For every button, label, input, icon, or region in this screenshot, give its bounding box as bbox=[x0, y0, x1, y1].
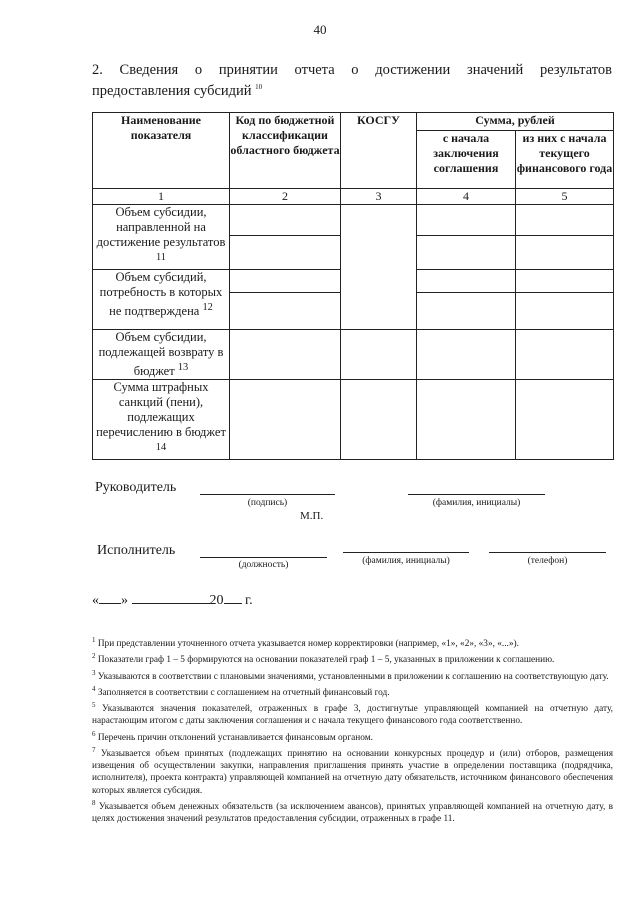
footnote: $^4$ Заполняется в соответствии с соглашением на отчетный финансовый год. bbox=[92, 684, 390, 698]
column-number-4: 4 bbox=[417, 189, 516, 205]
header-sum-from-start: с начала заключения соглашения bbox=[417, 131, 516, 189]
table-cell[interactable] bbox=[516, 205, 614, 236]
footnote: $^8$ Указывается объем денежных обязательств (за исключением авансов), принятых управляющей компанией на отчетную дату, в целях достижения значений результатов предоставления субсидии, отраженных в графе 11. bbox=[92, 798, 613, 825]
table-cell[interactable] bbox=[230, 330, 341, 380]
column-number-5: 5 bbox=[516, 189, 614, 205]
footnote: $^7$ Указывается объем принятых (подлежащих принятию на основании конкурсных процедур и (или) отборов, размещения извещения об осуществлении закупки, направления приглашения принять участие в определении поставщика (подрядчика, исполнителя), проекта контракта) управляющей компанией на отчетную дату обязательств, источником финансового обеспечения которых является субсидия. bbox=[92, 745, 614, 796]
footnotes bbox=[92, 634, 613, 825]
header-kosgu: КОСГУ bbox=[341, 113, 417, 189]
footnote: $^1$ При представлении уточненного отчета указывается номер корректировки (например, «1», «2», «3», «...»). bbox=[92, 636, 519, 650]
row-label-penalties: Сумма штрафных санкций (пени), подлежащих перечислению в бюджет $^{14}$ bbox=[93, 380, 230, 460]
heading-line-2: предоставления субсидий bbox=[92, 82, 252, 99]
date-day-blank[interactable] bbox=[99, 591, 121, 604]
date-close-quote: » bbox=[121, 593, 128, 608]
table-cell[interactable] bbox=[230, 205, 341, 236]
table-cell[interactable] bbox=[516, 236, 614, 270]
footnote: $^6$ Перечень причин отклонений устанавливается финансовым органом. bbox=[92, 729, 373, 743]
table-cell[interactable] bbox=[417, 205, 516, 236]
head-name-line[interactable] bbox=[408, 494, 545, 495]
table-cell[interactable] bbox=[516, 380, 614, 460]
stamp-label: М.П. bbox=[300, 510, 324, 522]
date-month-blank[interactable] bbox=[132, 591, 210, 604]
column-number-2: 2 bbox=[230, 189, 341, 205]
table-cell[interactable] bbox=[417, 236, 516, 270]
position-caption: (должность) bbox=[238, 560, 289, 570]
column-number-1: 1 bbox=[93, 189, 230, 205]
footnote: $^3$ Указываются в соответствии с плановыми значениями, установленными в приложении к соглашению на соответствующую дату. bbox=[92, 668, 609, 682]
position-line[interactable] bbox=[200, 557, 327, 558]
row-label-return: Объем субсидии, подлежащей возврату в бюджет $^{13}$ bbox=[93, 330, 230, 380]
table-cell[interactable] bbox=[341, 330, 417, 380]
header-sum: Сумма, рублей bbox=[417, 113, 614, 131]
footnote: $^5$ Указываются значения показателей, отраженных в графе 3, достигнутые управляющей компанией на отчетную дату, нарастающим итогом с даты заключения соглашения и с начала текущего финансового года соответственно. bbox=[92, 701, 613, 727]
table-cell[interactable] bbox=[230, 380, 341, 460]
head-label: Руководитель bbox=[95, 480, 177, 495]
row-label-directed: Объем субсидии, направленной на достижение результатов $^{11}$ bbox=[93, 205, 230, 270]
table-cell[interactable] bbox=[230, 293, 341, 330]
table-cell[interactable] bbox=[516, 330, 614, 380]
page-number: 40 bbox=[313, 22, 327, 37]
date-year-blank[interactable] bbox=[224, 591, 242, 604]
signature-caption: (подпись) bbox=[247, 498, 288, 508]
executor-name-caption: (фамилия, инициалы) bbox=[362, 556, 450, 566]
report-table bbox=[92, 112, 614, 460]
table-cell-kosgu[interactable] bbox=[341, 205, 417, 330]
heading-line-1: 2. Сведения о принятии отчета о достижении значений результатов bbox=[92, 62, 612, 78]
table-cell[interactable] bbox=[417, 270, 516, 293]
section-heading bbox=[92, 62, 612, 100]
table-cell[interactable] bbox=[341, 380, 417, 460]
table-cell[interactable] bbox=[230, 236, 341, 270]
date-suffix: г. bbox=[245, 593, 253, 608]
header-code: Код по бюджетной классификации областного бюджета bbox=[230, 113, 341, 189]
footnote: $^2$ Показатели граф 1 – 5 формируются на основании показателей граф 1 – 5, указанных в приложении к соглашению. bbox=[92, 652, 555, 666]
header-name: Наименование показателя bbox=[93, 113, 230, 189]
head-name-caption: (фамилия, инициалы) bbox=[432, 498, 521, 508]
table-cell[interactable] bbox=[230, 270, 341, 293]
executor-label: Исполнитель bbox=[97, 543, 176, 558]
signature-line[interactable] bbox=[200, 494, 335, 495]
table-cell[interactable] bbox=[417, 330, 516, 380]
heading-footnote-ref: 10 bbox=[255, 83, 263, 91]
executor-name-line[interactable] bbox=[343, 552, 469, 553]
date-open-quote: « bbox=[92, 593, 99, 608]
table-cell[interactable] bbox=[516, 270, 614, 293]
row-label-unconfirmed: Объем субсидий, потребность в которых не подтверждена $^{12}$ bbox=[93, 270, 230, 330]
column-number-3: 3 bbox=[341, 189, 417, 205]
table-cell[interactable] bbox=[417, 380, 516, 460]
header-sum-from-year: из них с начала текущего финансового года bbox=[516, 131, 614, 189]
date-line bbox=[92, 591, 253, 609]
table-cell[interactable] bbox=[516, 293, 614, 330]
table-cell[interactable] bbox=[417, 293, 516, 330]
date-year: 20 bbox=[209, 593, 224, 608]
phone-line[interactable] bbox=[489, 552, 606, 553]
phone-caption: (телефон) bbox=[527, 556, 568, 566]
